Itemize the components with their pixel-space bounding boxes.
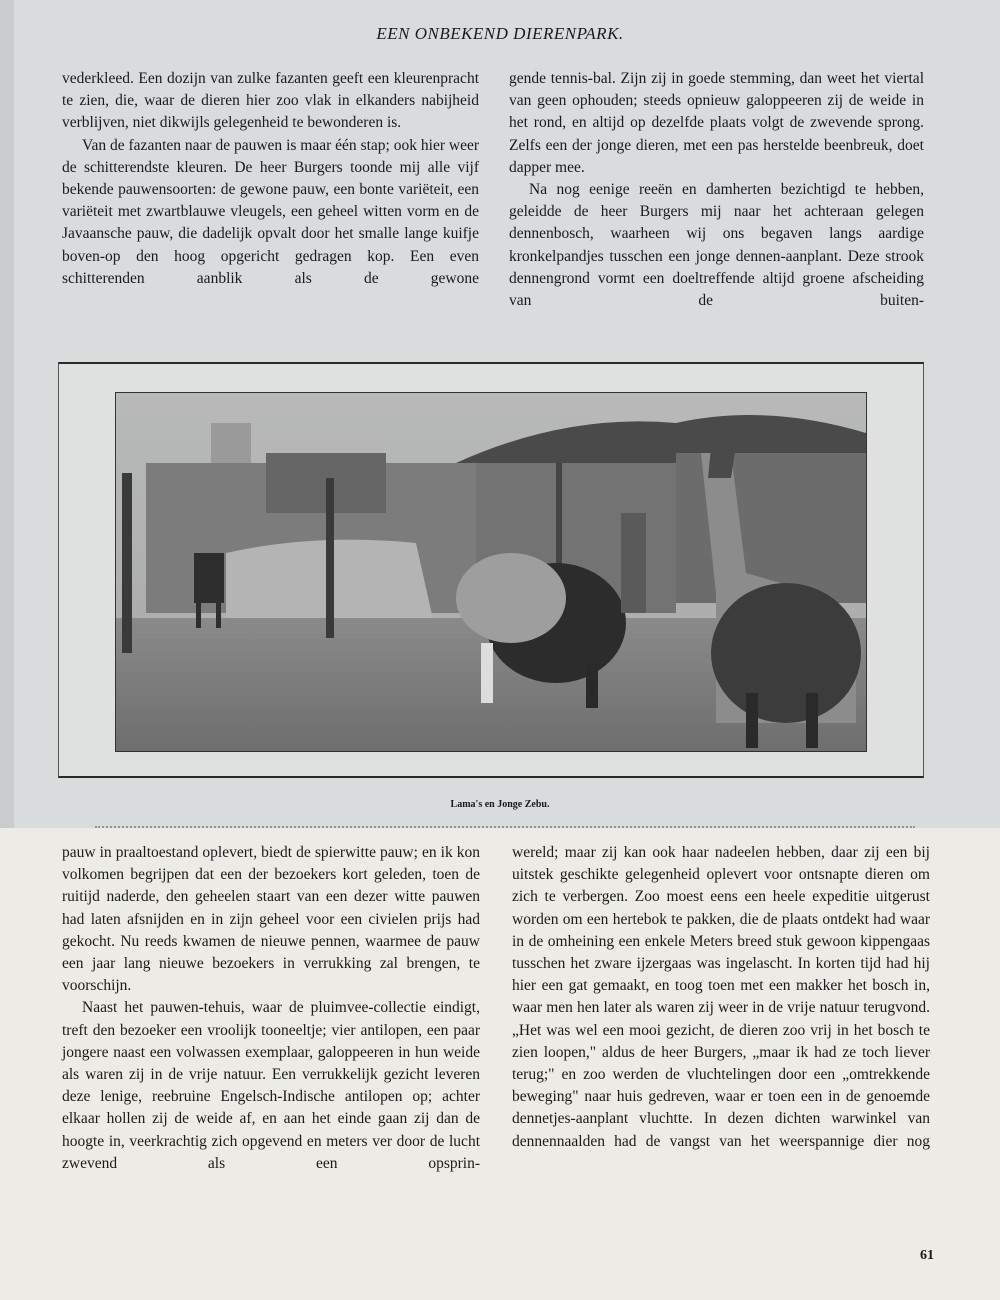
top-left-column: [62, 68, 479, 290]
paragraph: vederkleed. Een dozijn van zulke fazanten geeft een kleurenpracht te zien, die, waar de dieren hier zoo vlak in elkanders nabijheid verblijven, niet dikwijls gelegenheid te bewonderen is.: [62, 70, 479, 132]
bottom-right-column: [512, 842, 930, 1153]
paragraph: Van de fazanten naar de pauwen is maar één stap; ook hier weer de schitterendste kleuren. De heer Burgers toonde mij alle vijf bekende pauwensoorten: de gewone pauw, een bonte variëteit, een variëteit met zwartblauwe vleugels, een geheel witten vorm en de Javaansche pauw, die dadelijk opvalt door het smalle lange kuifje boven-op den hoog opgericht gedragen kop. Een even schitterenden aanblik als de gewone: [62, 136, 479, 287]
page-edge-shadow: [0, 0, 14, 828]
top-right-column: [509, 68, 924, 312]
paragraph: gende tennis-bal. Zijn zij in goede stemming, dan weet het viertal van geen ophouden; steeds opnieuw galoppeeren zij de weide in het rond, en altijd op dezelfde plaats volgt de zwevende sprong. Zelfs een der jonge dieren, met een pas herstelde beenbreuk, doet dapper mee.: [509, 70, 924, 176]
paragraph: Na nog eenige reeën en damherten bezichtigd te hebben, geleidde de heer Burgers mij naar het achteraan gelegen dennenbosch, waarheen wij ons begaven langs aardige kronkelpandjes tusschen een jonge dennen-aanplant. Deze strook dennengrond vormt een doeltreffende altijd groene afscheiding van de buiten-: [509, 181, 924, 310]
paragraph: wereld; maar zij kan ook haar nadeelen hebben, daar zij een bij uitstek geschikte gelegenheid oplevert voor ontsnapte dieren om zich te verbergen. Zoo moest eens een heele expeditie uitgerust worden om een hertebok te pakken, die de plaats ontdekt had waar in de omheining een enkele Meters breed stuk gewoon kippengaas tusschen het zware ijzergaas was ingelascht. In korten tijd had hij hier een gat gemaakt, en toog toen met een makker het bosch in, waar men hen later als waren zij weer in de vrije natuur terugvond. „Het was wel een mooi gezicht, de dieren zoo vrij in het bosch te zien loopen," aldus de heer Burgers, „maar ik had ze toch liever terug;" en zoo werden de vluchtelingen door een „omtrekkende beweging" naar huis gedreven, waar er toen een in de genoemde dennetjes-aanplant vluchtte. In dezen dichten warwinkel van dennennaalden had de vangst van het weerspannige dier nog: [512, 844, 930, 1150]
paragraph: pauw in praaltoestand oplevert, biedt de spierwitte pauw; en ik kon volkomen begrijpen dat een der bezoekers kort geleden, toen de ruitijd naderde, den geheelen staart van een dezer witte pauwen had laten afsnijden en in zijn geheel voor een civielen prijs had gekocht. Nu reeds kwamen de nieuwe pennen, waarmee de pauw een jaar lang nieuwe bezoekers in verrukking zal brengen, te voorschijn.: [62, 844, 480, 995]
llama-photograph: [115, 392, 867, 752]
figure-caption: Lama's en Jonge Zebu.: [450, 799, 550, 810]
page-number: 61: [920, 1248, 934, 1263]
running-title: EEN ONBEKEND DIERENPARK.: [376, 24, 624, 43]
paragraph: Naast het pauwen-tehuis, waar de pluimvee-collectie eindigt, treft den bezoeker een vroolijk tooneeltje; vier antilopen, een paar jongere naast een volwassen exemplaar, galoppeeren in hun weide als waren zij in de vrije natuur. Een verrukkelijk gezicht leveren deze lenige, reebruine Engelsch-Indische antilopen op; achter elkaar hollen zij de weide af, en aan het einde gaan zij dan de hoogte in, veerkrachtig zich opgevend en meters ver door de lucht zwevend als een opsprin-: [62, 999, 480, 1172]
page-join-line: [95, 826, 915, 830]
bottom-left-column: [62, 842, 480, 1175]
